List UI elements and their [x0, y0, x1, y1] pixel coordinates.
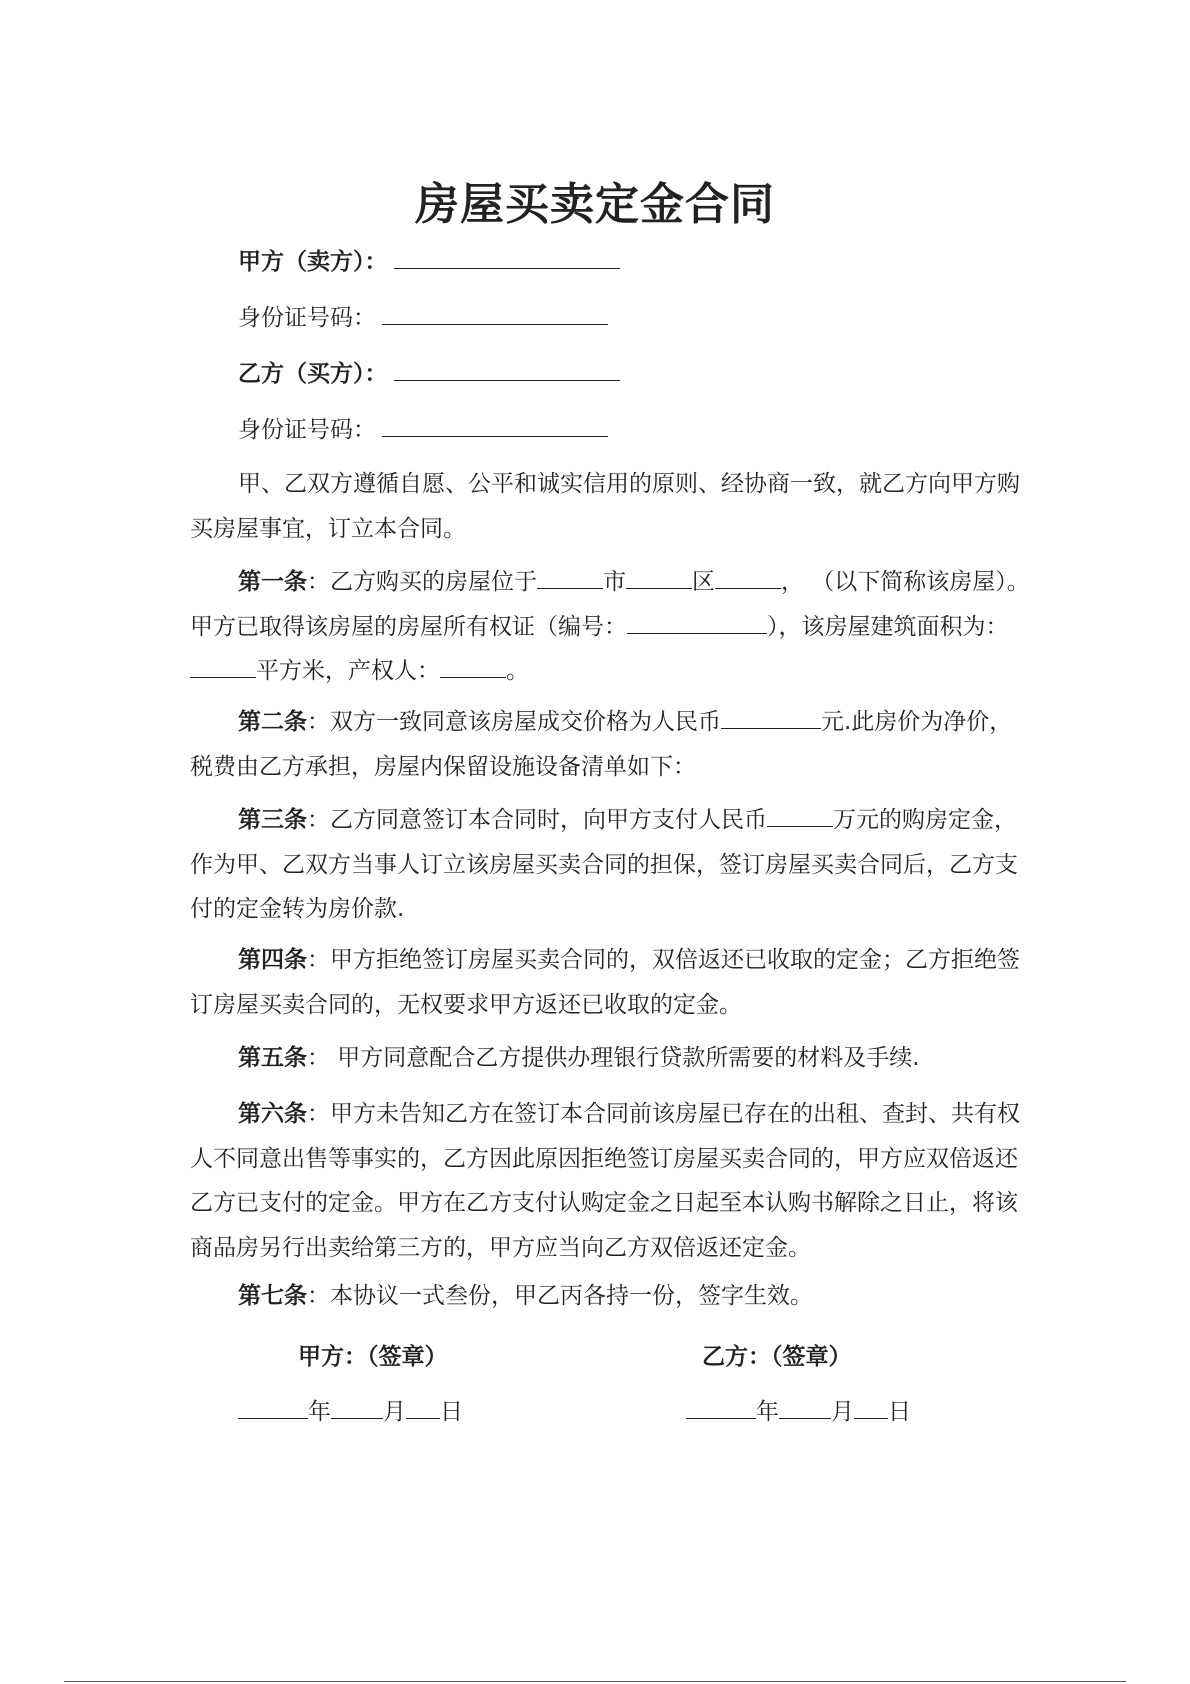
buyer-id-blank	[382, 414, 608, 437]
article-2: 第二条：双方一致同意该房屋成交价格为人民币 元.此房价为净价，税费由乙方承担，房屋内保留设施设备清单如下：	[190, 700, 1032, 789]
district-blank	[626, 566, 692, 589]
article-2-label: 第二条	[238, 709, 307, 735]
seller-id-line	[238, 302, 608, 333]
deposit-blank	[767, 804, 833, 827]
article-3-label: 第三条	[238, 807, 307, 833]
party-a-day-blank	[406, 1396, 440, 1419]
buyer-id-label: 身份证号码：	[238, 417, 376, 443]
party-b-day-blank	[854, 1396, 888, 1419]
city-blank	[537, 566, 603, 589]
article-4: 第四条：甲方拒绝签订房屋买卖合同的，双倍返还已收取的定金；乙方拒绝签订房屋买卖合同的，无权要求甲方返还已收取的定金。	[190, 947, 1020, 1018]
article-7: 第七条：本协议一式叁份，甲乙丙各持一份，签字生效。	[238, 1283, 813, 1309]
seller-name-blank	[394, 246, 620, 269]
document-title: 房屋买卖定金合同	[415, 179, 775, 230]
party-b-signature: 乙方：（签章）	[702, 1344, 852, 1370]
article-5-label: 第五条	[238, 1045, 307, 1071]
article-1: 第一条：乙方购买的房屋位于 市 区 ， （以下简称该房屋）。甲方已取得该房屋的房屋所有权证（编号： ），该房屋建筑面积为：平方米，产权人： 。	[190, 560, 1032, 694]
street-blank	[715, 566, 781, 589]
party-b-month-blank	[779, 1396, 831, 1419]
buyer-line	[238, 358, 620, 389]
article-1-label: 第一条	[238, 569, 307, 595]
seller-id-label: 身份证号码：	[238, 305, 376, 331]
price-blank	[721, 706, 821, 729]
area-blank	[190, 655, 256, 678]
party-a-date: 年 月 日	[238, 1393, 463, 1426]
party-a-year-blank	[238, 1396, 308, 1419]
article-4-label: 第四条	[238, 947, 307, 973]
seller-label: 甲方（卖方）：	[238, 249, 388, 275]
party-a-signature: 甲方：（签章）	[298, 1344, 448, 1370]
seller-line	[238, 246, 620, 277]
buyer-label: 乙方（买方）：	[238, 361, 388, 387]
owner-blank	[440, 655, 506, 678]
intro-paragraph: 甲、乙双方遵循自愿、公平和诚实信用的原则、经协商一致，就乙方向甲方购买房屋事宜，订立本合同。	[190, 471, 1020, 542]
article-6: 第六条：甲方未告知乙方在签订本合同前该房屋已存在的出租、查封、共有权人不同意出售等事实的，乙方因此原因拒绝签订房屋买卖合同的，甲方应双倍返还乙方已支付的定金。甲方在乙方支付认购定金之日起至本认购书解除之日止，将该商品房另行出卖给第三方的，甲方应当向乙方双倍返还定金。	[190, 1101, 1020, 1261]
party-b-date: 年 月 日	[686, 1393, 911, 1426]
certificate-number-blank	[627, 611, 767, 634]
footer-divider	[64, 1681, 1126, 1682]
party-a-month-blank	[331, 1396, 383, 1419]
buyer-name-blank	[394, 358, 620, 381]
article-5: 第五条： 甲方同意配合乙方提供办理银行贷款所需要的材料及手续.	[238, 1045, 920, 1071]
article-6-label: 第六条	[238, 1101, 307, 1127]
article-7-label: 第七条	[238, 1283, 307, 1309]
seller-id-blank	[382, 302, 608, 325]
buyer-id-line	[238, 414, 608, 445]
party-b-year-blank	[686, 1396, 756, 1419]
article-3: 第三条：乙方同意签订本合同时，向甲方支付人民币 万元的购房定金，作为甲、乙双方当事人订立该房屋买卖合同的担保，签订房屋买卖合同后，乙方支付的定金转为房价款.	[190, 798, 1032, 932]
